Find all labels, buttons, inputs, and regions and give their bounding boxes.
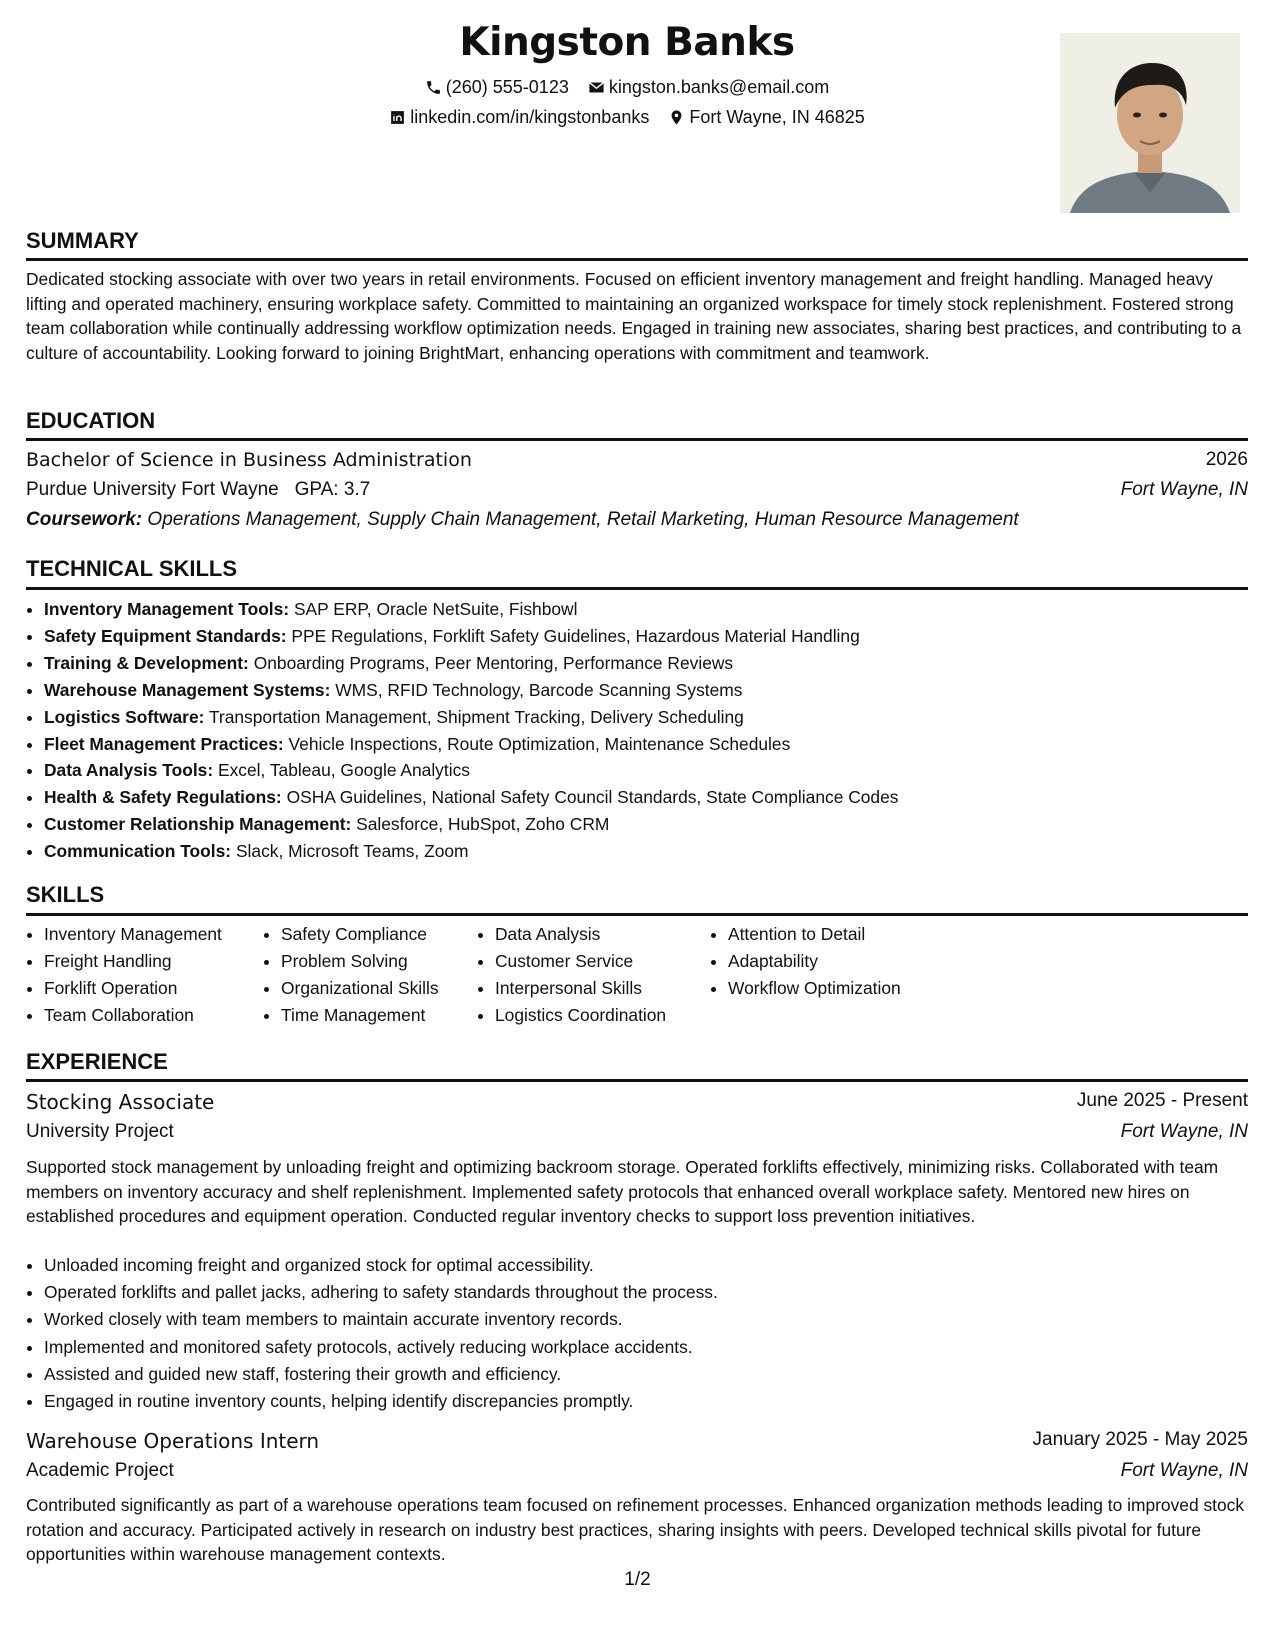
map-pin-icon (668, 109, 685, 126)
school-location: Fort Wayne, IN (1120, 479, 1248, 500)
job-dates: January 2025 - May 2025 (1032, 1429, 1248, 1450)
skills-column-4 (710, 921, 901, 1002)
tech-skill-value: SAP ERP, Oracle NetSuite, Fishbowl (293, 599, 578, 619)
tech-skill-item (44, 650, 898, 677)
tech-skill-label: Fleet Management Practices: (44, 733, 284, 754)
technical-skills-list (26, 596, 898, 865)
tech-skill-value: Transportation Management, Shipment Tracking, Delivery Scheduling (208, 706, 744, 727)
job-1-row-1 (26, 1090, 1248, 1118)
skills-heading: SKILLS (26, 882, 105, 907)
skill-item: • Time Management (281, 1002, 439, 1029)
job-bullet: • Unloaded incoming freight and organized stock for optimal accessibility. (44, 1252, 718, 1279)
education-row-2 (26, 479, 1248, 507)
education-divider (26, 438, 1248, 441)
education-heading: EDUCATION (26, 408, 156, 433)
email-item[interactable] (588, 77, 829, 98)
tech-skill-item (44, 838, 898, 865)
degree: Bachelor of Science in Business Administration (26, 449, 472, 471)
phone-item (425, 77, 569, 98)
tech-skill-label: Safety Equipment Standards: (44, 625, 287, 646)
summary-heading: SUMMARY (26, 228, 139, 253)
tech-skill-value: Slack, Microsoft Teams, Zoom (235, 841, 469, 862)
tech-skill-item (44, 677, 898, 704)
skill-item: • Customer Service (495, 948, 666, 975)
skill-item: • Safety Compliance (281, 921, 439, 948)
school-line (26, 479, 370, 501)
tech-skill-item (44, 623, 898, 650)
tech-skill-value: Excel, Tableau, Google Analytics (217, 760, 470, 781)
skill-item: • Freight Handling (44, 948, 222, 975)
skill-item: • Organizational Skills (281, 975, 439, 1002)
tech-skill-label: Communication Tools: (44, 841, 232, 862)
job-bullet: • Engaged in routine inventory counts, helping identify discrepancies promptly. (44, 1388, 718, 1415)
job-2-row-1 (26, 1429, 1248, 1457)
experience-heading: EXPERIENCE (26, 1049, 168, 1074)
tech-skill-label: Data Analysis Tools: (44, 760, 214, 781)
gpa: GPA: 3.7 (294, 479, 371, 500)
tech-skill-value: PPE Regulations, Forklift Safety Guidelines, Hazardous Material Handling (291, 625, 860, 646)
phone-text: (260) 555-0123 (445, 77, 569, 97)
skill-item: • Adaptability (728, 948, 901, 975)
school-name: Purdue University Fort Wayne (26, 479, 279, 500)
tech-skill-label: Warehouse Management Systems: (44, 679, 331, 700)
tech-skill-item (44, 757, 898, 784)
job-bullet: • Operated forklifts and pallet jacks, adhering to safety standards throughout the process. (44, 1279, 718, 1306)
job-location: Fort Wayne, IN (1120, 1460, 1248, 1481)
tech-skill-label: Training & Development: (44, 652, 249, 673)
tech-skill-item (44, 596, 898, 623)
coursework-list: Operations Management, Supply Chain Management, Retail Marketing, Human Resource Management (147, 509, 1019, 530)
candidate-name: Kingston Banks (459, 20, 795, 65)
technical-skills-divider (26, 587, 1248, 590)
profile-photo (1060, 33, 1240, 213)
linkedin-link[interactable]: linkedin.com/in/kingstonbanks (410, 107, 650, 127)
job-1-bullets (26, 1252, 718, 1415)
skill-item: • Team Collaboration (44, 1002, 222, 1029)
skill-item: • Attention to Detail (728, 921, 901, 948)
envelope-icon (588, 79, 605, 96)
job-org: Academic Project (26, 1460, 174, 1481)
education-row-1 (26, 449, 1248, 477)
skills-column-2 (263, 921, 439, 1029)
skill-item: • Workflow Optimization (728, 975, 901, 1002)
tech-skill-label: Logistics Software: (44, 706, 205, 727)
tech-skill-item (44, 731, 898, 758)
tech-skill-value: Onboarding Programs, Peer Mentoring, Performance Reviews (253, 652, 734, 673)
skill-item: • Forklift Operation (44, 975, 222, 1002)
skill-item: • Logistics Coordination (495, 1002, 666, 1029)
tech-skill-item (44, 784, 898, 811)
phone-icon (425, 79, 442, 96)
linkedin-icon (389, 109, 406, 126)
tech-skill-value: OSHA Guidelines, National Safety Council Standards, State Compliance Codes (286, 787, 899, 808)
skills-divider (26, 913, 1248, 916)
tech-skill-item (44, 811, 898, 838)
tech-skill-label: Customer Relationship Management: (44, 814, 352, 835)
technical-skills-heading: TECHNICAL SKILLS (26, 556, 238, 581)
tech-skill-value: WMS, RFID Technology, Barcode Scanning Systems (335, 679, 743, 700)
skill-item: • Interpersonal Skills (495, 975, 666, 1002)
skill-item: • Data Analysis (495, 921, 666, 948)
location-text: Fort Wayne, IN 46825 (689, 107, 865, 127)
summary-text: Dedicated stocking associate with over two years in retail environments. Focused on efficient inventory management and freight handling. Managed heavy lifting and operated machinery, ensuring workplace safety. Committed to maintaining an organized workspace for timely stock replenishment. Fostered strong team collaboration while continually addressing workflow optimization needs. Engaged in training new associates, sharing best practices, and contributing to a culture of accountability. Looking forward to joining BrightMart, enhancing operations with commitment and teamwork. (26, 269, 1242, 363)
job-dates: June 2025 - Present (1076, 1090, 1248, 1111)
skill-item: • Inventory Management (44, 921, 222, 948)
location-item (668, 107, 864, 128)
job-1-row-2 (26, 1121, 1248, 1149)
job-2-row-2 (26, 1460, 1248, 1488)
graduation-year: 2026 (1205, 449, 1248, 470)
job-bullet: • Assisted and guided new staff, fostering their growth and efficiency. (44, 1361, 718, 1388)
job-org: University Project (26, 1121, 174, 1142)
linkedin-item[interactable] (389, 107, 649, 128)
job-bullet: • Implemented and monitored safety protocols, actively reducing workplace accidents. (44, 1334, 718, 1361)
tech-skill-value: Vehicle Inspections, Route Optimization, Maintenance Schedules (288, 733, 791, 754)
coursework-label: Coursework: (26, 509, 143, 530)
page-number: 1/2 (624, 1569, 651, 1590)
tech-skill-value: Salesforce, HubSpot, Zoho CRM (356, 814, 610, 835)
skill-item: • Problem Solving (281, 948, 439, 975)
job-description: Contributed significantly as part of a warehouse operations team focused on refinement processes. Enhanced organization methods leading to improved stock rotation and accuracy. Participated actively in research on industry best practices, sharing insights with peers. Developed technical skills pivotal for future opportunities within warehouse management contexts. (26, 1495, 1245, 1564)
skills-column-1 (26, 921, 222, 1029)
job-location: Fort Wayne, IN (1120, 1121, 1248, 1142)
tech-skill-item (44, 704, 898, 731)
profile-photo-image (1060, 33, 1240, 213)
experience-divider (26, 1079, 1248, 1082)
tech-skill-label: Inventory Management Tools: (44, 599, 290, 619)
summary-divider (26, 258, 1248, 261)
job-role: Stocking Associate (26, 1090, 215, 1114)
coursework-line (26, 509, 1019, 531)
job-description: Supported stock management by unloading freight and optimizing backroom storage. Operated forklifts effectively, minimizing risks. Collaborated with team members on inventory accuracy and shelf replenishment. Implemented safety protocols that enhanced overall workplace safety. Mentored new hires on established procedures and equipment operation. Conducted regular inventory checks to support loss prevention initiatives. (26, 1157, 1219, 1226)
job-role: Warehouse Operations Intern (26, 1429, 320, 1453)
job-bullet: • Worked closely with team members to maintain accurate inventory records. (44, 1306, 718, 1333)
email-link[interactable]: kingston.banks@email.com (608, 77, 830, 97)
skills-column-3 (477, 921, 666, 1029)
tech-skill-label: Health & Safety Regulations: (44, 787, 282, 808)
